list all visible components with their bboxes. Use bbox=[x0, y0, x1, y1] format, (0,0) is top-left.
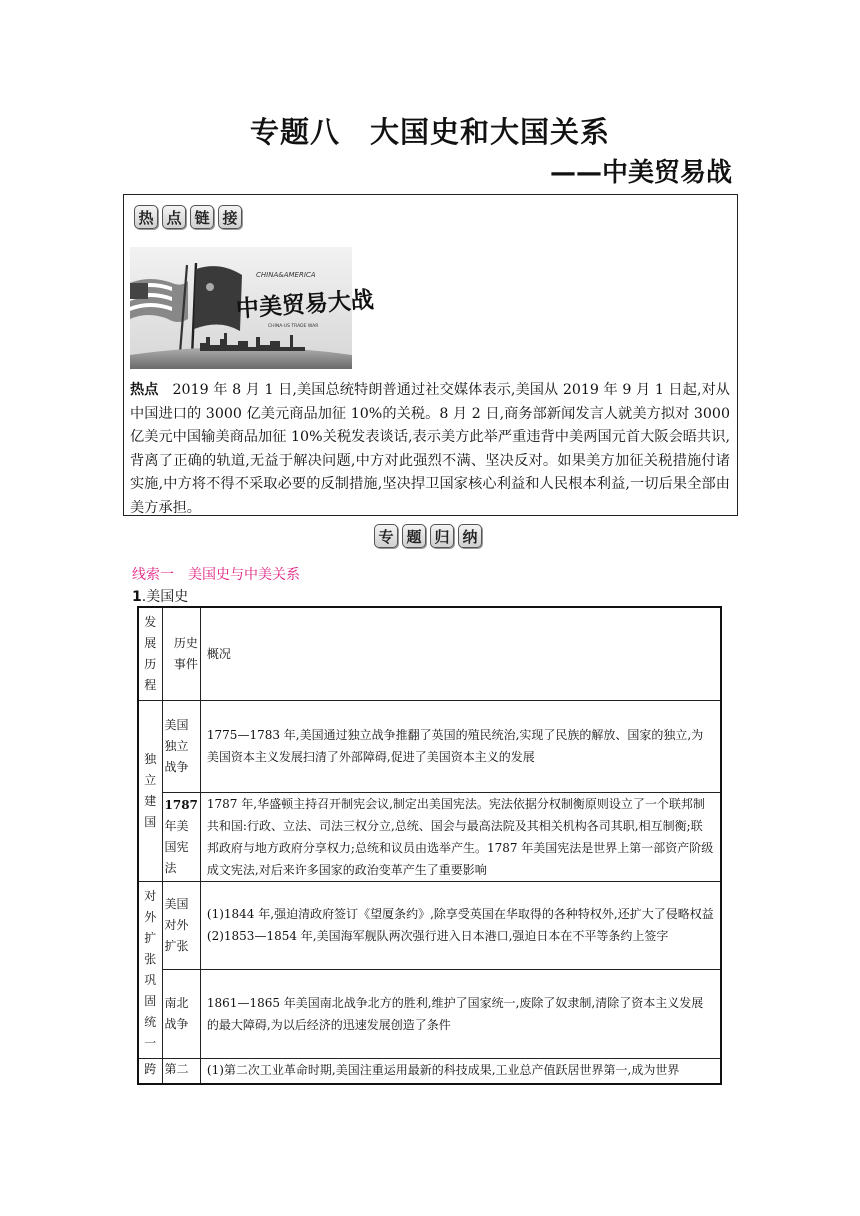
badge-char: 点 bbox=[162, 205, 186, 229]
clue-heading: 线索一 美国史与中美关系 bbox=[132, 567, 300, 583]
us-history-table bbox=[137, 606, 722, 1085]
image-caption-top: CHINA&AMERICA bbox=[256, 271, 316, 279]
hot-topic-text bbox=[130, 379, 730, 520]
badge-char: 题 bbox=[402, 524, 426, 548]
badge-char: 热 bbox=[134, 205, 158, 229]
page-title: 专题八 大国史和大国关系 bbox=[249, 115, 610, 149]
table-row bbox=[138, 1058, 721, 1084]
event-cell: 美国独立战争 bbox=[162, 700, 200, 792]
hot-topic-box bbox=[123, 194, 738, 516]
table-row bbox=[138, 792, 721, 881]
overview-cell: 1775—1783 年,美国通过独立战争推翻了英国的殖民统治,实现了民族的解放、国家的独立,为美国资本主义发展扫清了外部障碍,促进了美国资本主义的发展 bbox=[200, 700, 721, 792]
overview-cell bbox=[200, 881, 721, 969]
hot-topic-body: 2019 年 8 月 1 日,美国总统特朗普通过社交媒体表示,美国从 2019 年 9 月 1 日起,对从中国进口的 3000 亿美元商品加征 10%的关税。8 月 2 日,商务部新闻发言人就美方拟对 3000 亿美元中国输美商品加征 10%关税发表谈话,表示美方此举严重违背中美两国元首大阪会晤共识,背离了正确的轨道,无益于解决问题,中方对此强烈不满、坚决反对。如果美方加征关税措施付诸实施,中方将不得不采取必要的反制措施,坚决捍卫国家核心利益和人民根本利益,一切后果全部由美方承担。 bbox=[130, 382, 730, 516]
summary-badge bbox=[374, 524, 482, 548]
stage-cell: 对外扩张巩固统一 bbox=[138, 881, 162, 1058]
header-overview: 概况 bbox=[200, 607, 721, 700]
table-row bbox=[138, 969, 721, 1058]
section-title: .美国史 bbox=[141, 589, 189, 605]
section-heading bbox=[132, 586, 188, 606]
event-cell bbox=[162, 792, 200, 881]
table-row bbox=[138, 881, 721, 969]
trade-war-illustration bbox=[130, 247, 375, 369]
overview-cell: 1861—1865 年美国南北战争北方的胜利,维护了国家统一,废除了奴隶制,清除了资本主义发展的最大障碍,为以后经济的迅速发展创造了条件 bbox=[200, 969, 721, 1058]
overview-cell: (1)第二次工业革命时期,美国注重运用最新的科技成果,工业总产值跃居世界第一,成为世界 bbox=[200, 1058, 721, 1084]
event-cell: 南北战争 bbox=[162, 969, 200, 1058]
stage-cell: 独立建国 bbox=[138, 700, 162, 881]
page-subtitle: ——中美贸易战 bbox=[549, 158, 732, 188]
hot-link-badge bbox=[134, 205, 242, 229]
overview-line: (2)1853—1854 年,美国海军舰队两次强行进入日本港口,强迫日本在不平等条约上签字 bbox=[206, 929, 669, 943]
badge-char: 纳 bbox=[458, 524, 482, 548]
badge-char: 专 bbox=[374, 524, 398, 548]
us-flag-icon bbox=[130, 279, 188, 322]
event-name: 年美国宪法 bbox=[164, 818, 189, 875]
trade-war-image bbox=[130, 247, 375, 369]
event-cell: 第二 bbox=[162, 1058, 200, 1084]
overview-cell: 1787 年,华盛顿主持召开制宪会议,制定出美国宪法。宪法依据分权制衡原则设立了一个联邦制共和国:行政、立法、司法三权分立,总统、国会与最高法院及其相关机构各司其职,相互制衡;联邦政府与地方政府分享权力;总统和议员由选举产生。1787 年美国宪法是世界上第一部资产阶级成文宪法,对后来许多国家的政治变革产生了重要影响 bbox=[200, 792, 721, 881]
image-caption-bottom: CHINA-US TRADE WAR bbox=[268, 324, 319, 329]
badge-char: 链 bbox=[190, 205, 214, 229]
badge-char: 接 bbox=[218, 205, 242, 229]
header-stage: 发展历程 bbox=[138, 607, 162, 700]
table-row bbox=[138, 700, 721, 792]
header-event: 历史事件 bbox=[162, 607, 200, 700]
event-year: 1787 bbox=[164, 797, 198, 812]
hot-topic-label: 热点 bbox=[130, 382, 159, 398]
image-caption-main: 中美贸易大战 bbox=[235, 287, 375, 323]
badge-char: 归 bbox=[430, 524, 454, 548]
table-header-row bbox=[138, 607, 721, 700]
overview-line: (1)1844 年,强迫清政府签订《望厦条约》,除享受英国在华取得的各种特权外,还扩大了侵略权益 bbox=[206, 907, 714, 921]
section-number: 1 bbox=[132, 589, 142, 605]
event-cell: 美国对外扩张 bbox=[162, 881, 200, 969]
stage-cell: 跨 bbox=[138, 1058, 162, 1084]
